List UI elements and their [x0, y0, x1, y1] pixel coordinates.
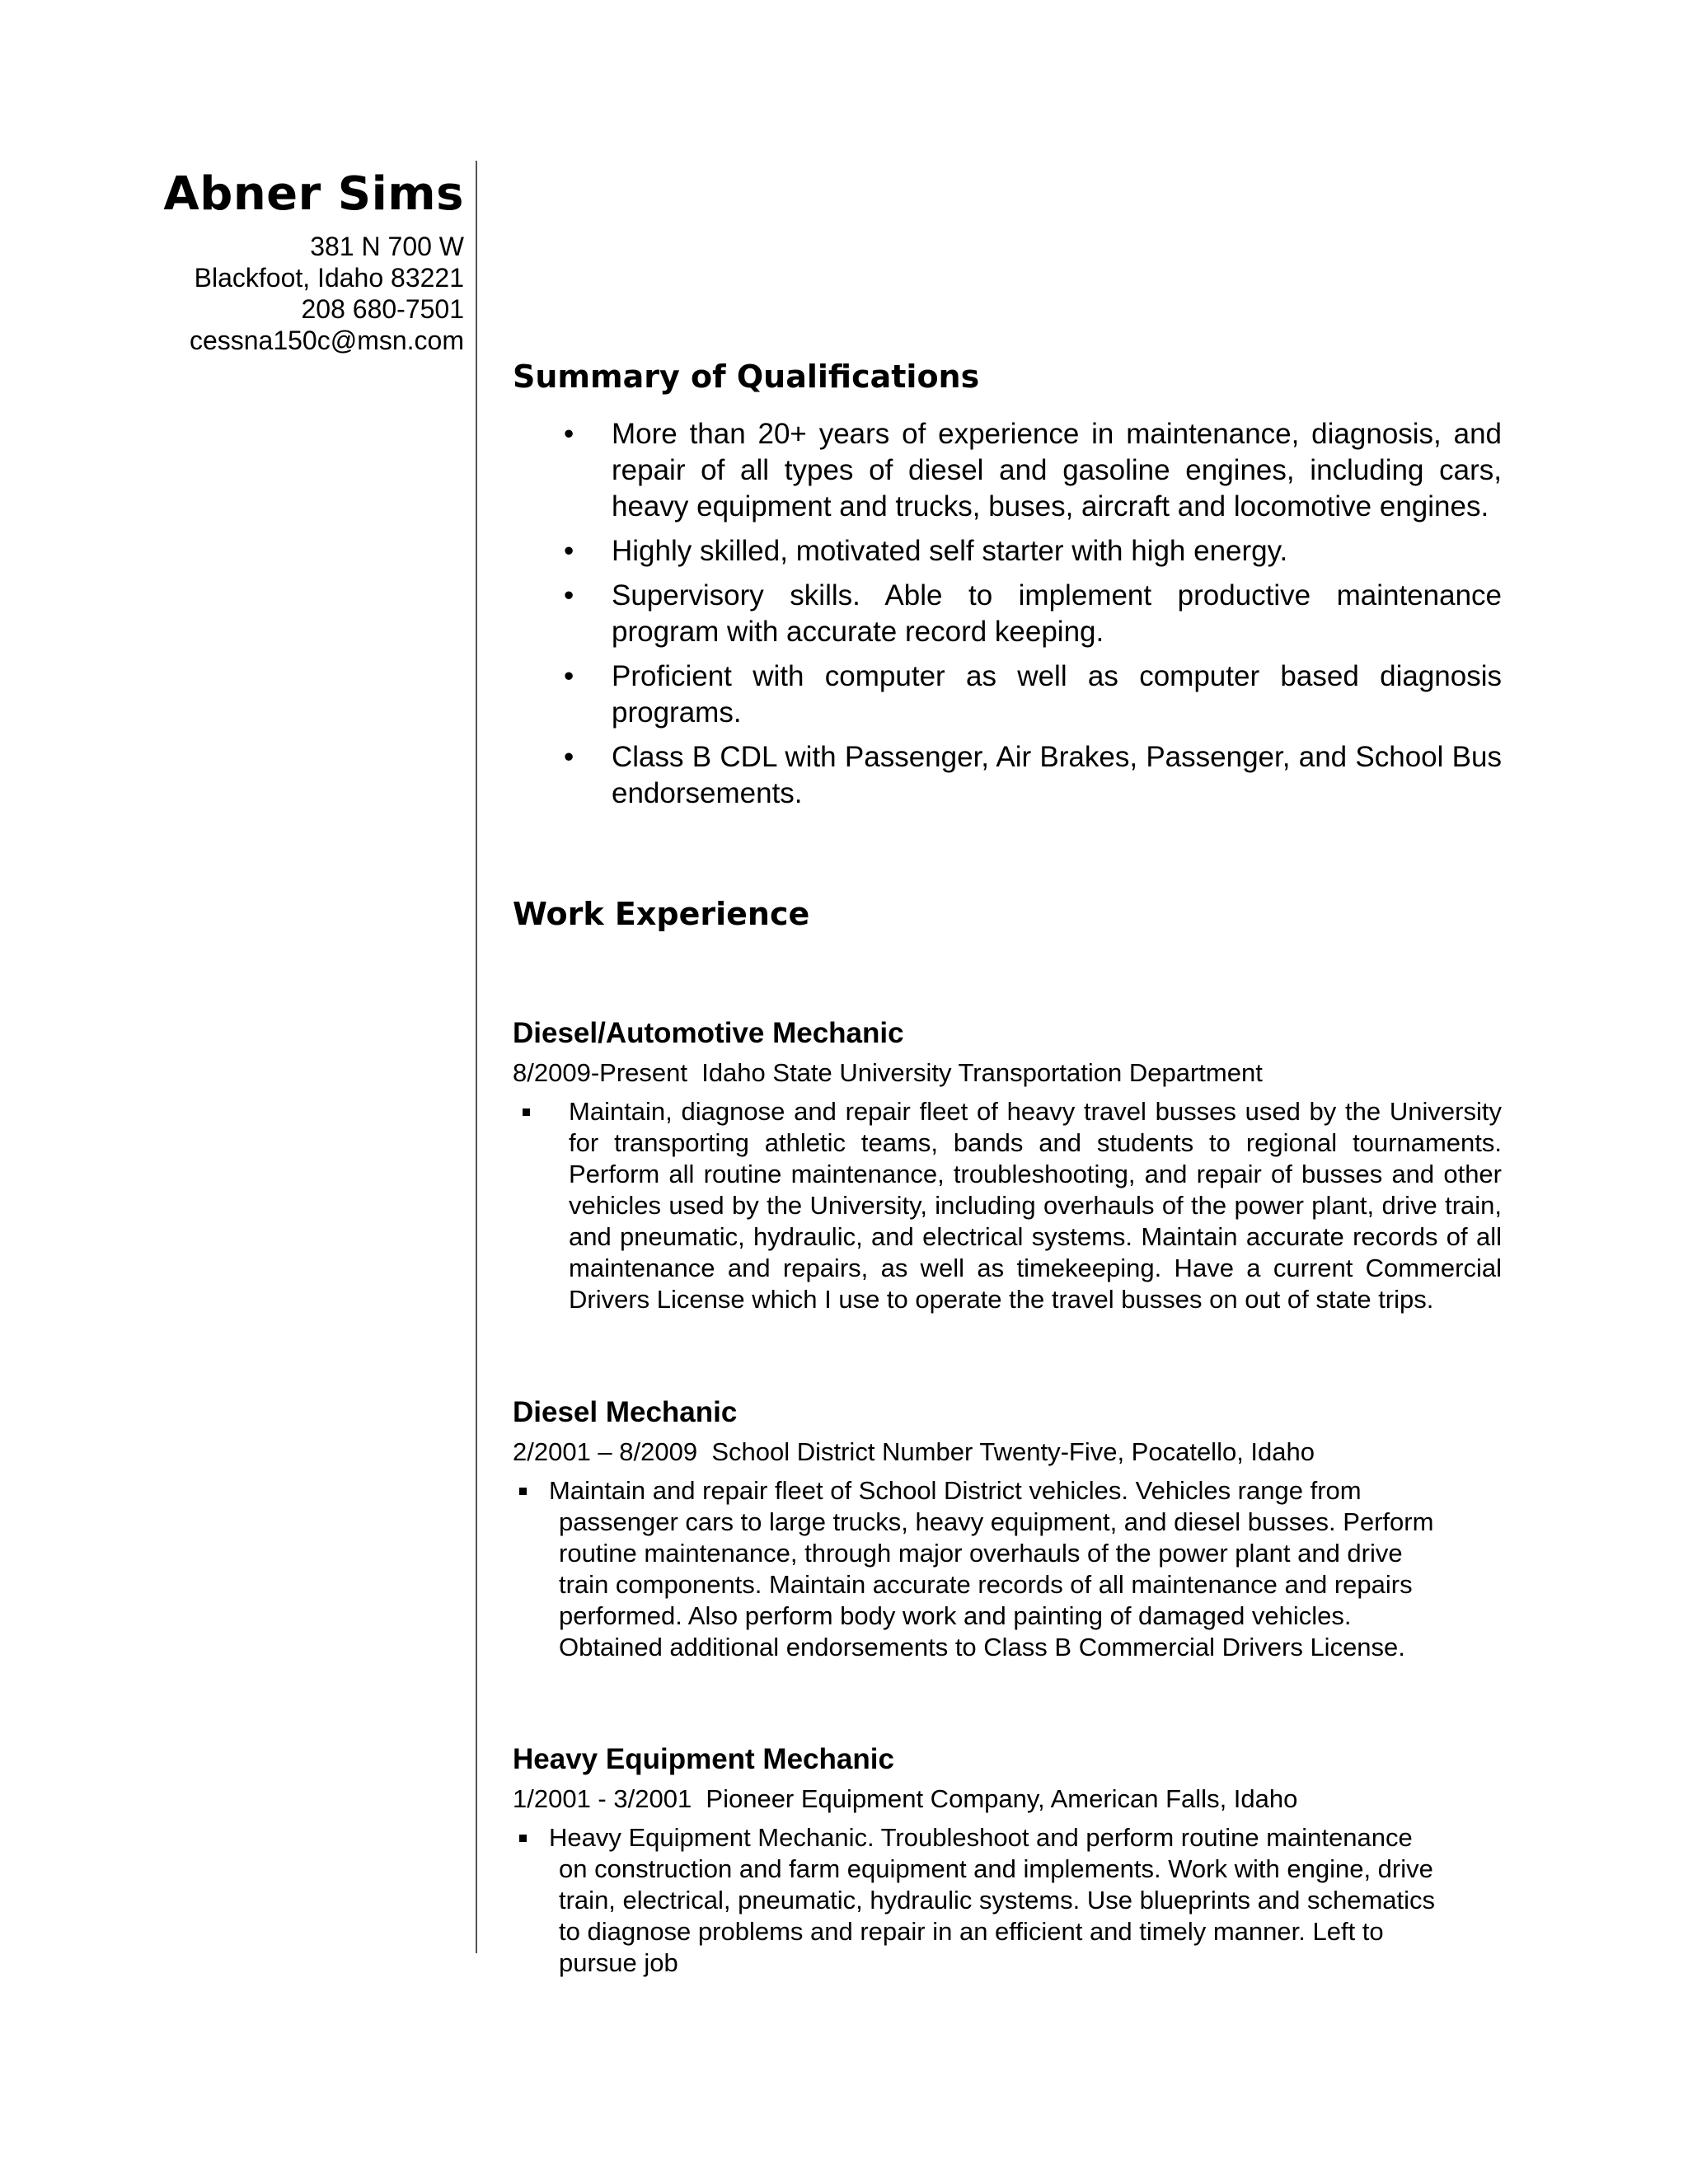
qualification-text: Class B CDL with Passenger, Air Brakes, Passenger, and School Bus endorsements. [612, 741, 1502, 809]
job-dates-employer: 8/2009-Present Idaho State University Transportation Department [513, 1058, 1263, 1087]
list-item [513, 416, 1502, 525]
job-dates-employer: 2/2001 – 8/2009 School District Number Twenty-Five, Pocatello, Idaho [513, 1437, 1315, 1466]
vertical-divider [476, 161, 477, 1953]
list-item [513, 658, 1502, 731]
bullet-icon: • [564, 741, 574, 773]
qualification-text: Highly skilled, motivated self starter with high energy. [612, 535, 1288, 567]
job-description-text: Maintain, diagnose and repair fleet of heavy travel busses used by the University for transporting athletic teams, bands and students to regional tournaments. Perform all routine maintenance, troubleshooting, and repair of busses and other vehicles used by the University, including overhauls of the power plant, drive train, and pneumatic, hydraulic, and electrical systems. Maintain accurate records of all maintenance and repairs, as well as timekeeping. Have a current Commercial Drivers License which I use to operate the travel busses on out of state trips. [569, 1097, 1502, 1314]
square-bullet-icon [519, 1488, 527, 1495]
job-dates-employer: 1/2001 - 3/2001 Pioneer Equipment Company, American Falls, Idaho [513, 1784, 1298, 1813]
applicant-name: Abner Sims [163, 167, 464, 221]
summary-heading: Summary of Qualifications [513, 359, 980, 395]
email-address: cessna150c@msn.com [189, 326, 464, 355]
phone-number: 208 680-7501 [301, 294, 464, 324]
job-description [513, 1822, 1444, 1979]
job-description-text: Maintain and repair fleet of School District vehicles. Vehicles range from passenger cars to large trucks, heavy equipment, and diesel busses. Perform routine maintenance, through major overhauls of the power plant and drive train components. Maintain accurate records of all maintenance and repairs performed. Also perform body work and painting of damaged vehicles. Obtained additional endorsements to Class B Commercial Drivers License. [549, 1476, 1434, 1661]
qualification-text: Proficient with computer as well as computer based diagnosis programs. [612, 660, 1502, 729]
contact-block [99, 165, 464, 356]
job-title: Diesel Mechanic [513, 1396, 738, 1428]
job-title: Diesel/Automotive Mechanic [513, 1017, 904, 1049]
job-description [513, 1475, 1444, 1663]
job-description [513, 1096, 1502, 1315]
address-line-1: 381 N 700 W [310, 232, 464, 261]
square-bullet-icon [519, 1835, 527, 1842]
job-description-text: Heavy Equipment Mechanic. Troubleshoot and perform routine maintenance on construction and farm equipment and implements. Work with engine, drive train, electrical, pneumatic, hydraulic systems. Use blueprints and schematics to diagnose problems and repair in an efficient and timely manner. Left to pursue job [549, 1823, 1436, 1977]
bullet-icon: • [564, 660, 574, 692]
bullet-icon: • [564, 418, 574, 450]
bullet-icon: • [564, 535, 574, 567]
job-entry [513, 1394, 1502, 1663]
job-entry [513, 1741, 1502, 1979]
list-item [513, 578, 1502, 650]
qualification-text: More than 20+ years of experience in maintenance, diagnosis, and repair of all types of diesel and gasoline engines, including cars, heavy equipment and trucks, buses, aircraft and locomotive engines. [612, 418, 1502, 523]
qualifications-list [513, 416, 1502, 820]
job-entry [513, 1015, 1502, 1315]
bullet-icon: • [564, 579, 574, 612]
work-experience-heading: Work Experience [513, 896, 810, 932]
job-title: Heavy Equipment Mechanic [513, 1743, 894, 1775]
list-item [513, 739, 1502, 812]
qualification-text: Supervisory skills. Able to implement productive maintenance program with accurate record keeping. [612, 579, 1502, 648]
list-item [513, 533, 1502, 569]
square-bullet-icon [523, 1108, 530, 1116]
address-line-2: Blackfoot, Idaho 83221 [194, 263, 464, 293]
